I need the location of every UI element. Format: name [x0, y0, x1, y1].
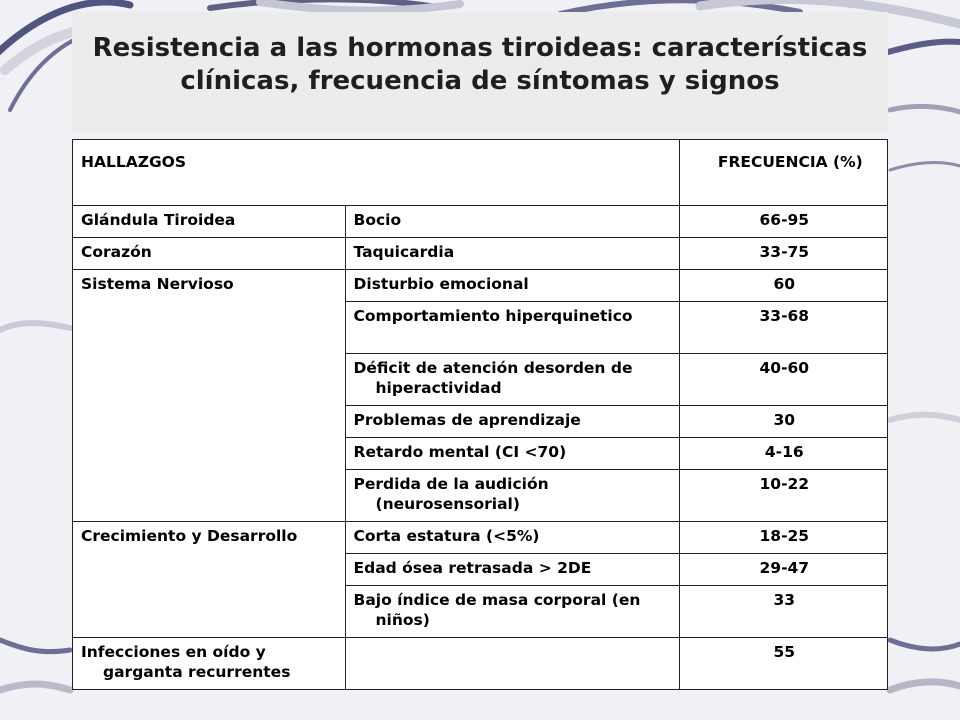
frequency-cell: 33-75 — [679, 238, 887, 270]
header-frequency: FRECUENCIA (%) — [679, 140, 887, 206]
table-header-row — [73, 140, 888, 206]
frequency-cell: 18-25 — [679, 522, 887, 554]
table-row — [73, 270, 888, 302]
finding-cell: Bajo índice de masa corporal (en niños) — [345, 586, 679, 638]
table-row — [73, 638, 888, 690]
table-row — [73, 522, 888, 554]
system-cell: Glándula Tiroidea — [73, 206, 346, 238]
header-findings: HALLAZGOS — [73, 140, 680, 206]
frequency-cell: 33-68 — [679, 302, 887, 354]
frequency-cell: 66-95 — [679, 206, 887, 238]
slide-title-line-2: clínicas, frecuencia de síntomas y signos — [180, 66, 780, 96]
finding-cell: Comportamiento hiperquinetico — [345, 302, 679, 354]
finding-cell: Perdida de la audición (neurosensorial) — [345, 470, 679, 522]
finding-cell: Retardo mental (CI <70) — [345, 438, 679, 470]
finding-cell: Edad ósea retrasada > 2DE — [345, 554, 679, 586]
system-cell: Sistema Nervioso — [73, 270, 346, 522]
finding-cell — [345, 638, 679, 690]
finding-cell: Taquicardia — [345, 238, 679, 270]
slide-title — [72, 32, 888, 98]
frequency-cell: 40-60 — [679, 354, 887, 406]
finding-cell: Corta estatura (<5%) — [345, 522, 679, 554]
frequency-cell: 29-47 — [679, 554, 887, 586]
frequency-cell: 4-16 — [679, 438, 887, 470]
frequency-cell: 30 — [679, 406, 887, 438]
finding-cell: Problemas de aprendizaje — [345, 406, 679, 438]
system-cell: Infecciones en oído y garganta recurrentes — [73, 638, 346, 690]
slide-title-line-1: Resistencia a las hormonas tiroideas: características — [92, 33, 868, 63]
finding-cell: Bocio — [345, 206, 679, 238]
frequency-cell: 10-22 — [679, 470, 887, 522]
finding-cell: Déficit de atención desorden de hiperactividad — [345, 354, 679, 406]
system-cell: Corazón — [73, 238, 346, 270]
table-row — [73, 238, 888, 270]
findings-table — [72, 139, 888, 690]
table-row — [73, 206, 888, 238]
frequency-cell: 60 — [679, 270, 887, 302]
finding-cell: Disturbio emocional — [345, 270, 679, 302]
frequency-cell: 33 — [679, 586, 887, 638]
system-cell: Crecimiento y Desarrollo — [73, 522, 346, 638]
frequency-cell: 55 — [679, 638, 887, 690]
